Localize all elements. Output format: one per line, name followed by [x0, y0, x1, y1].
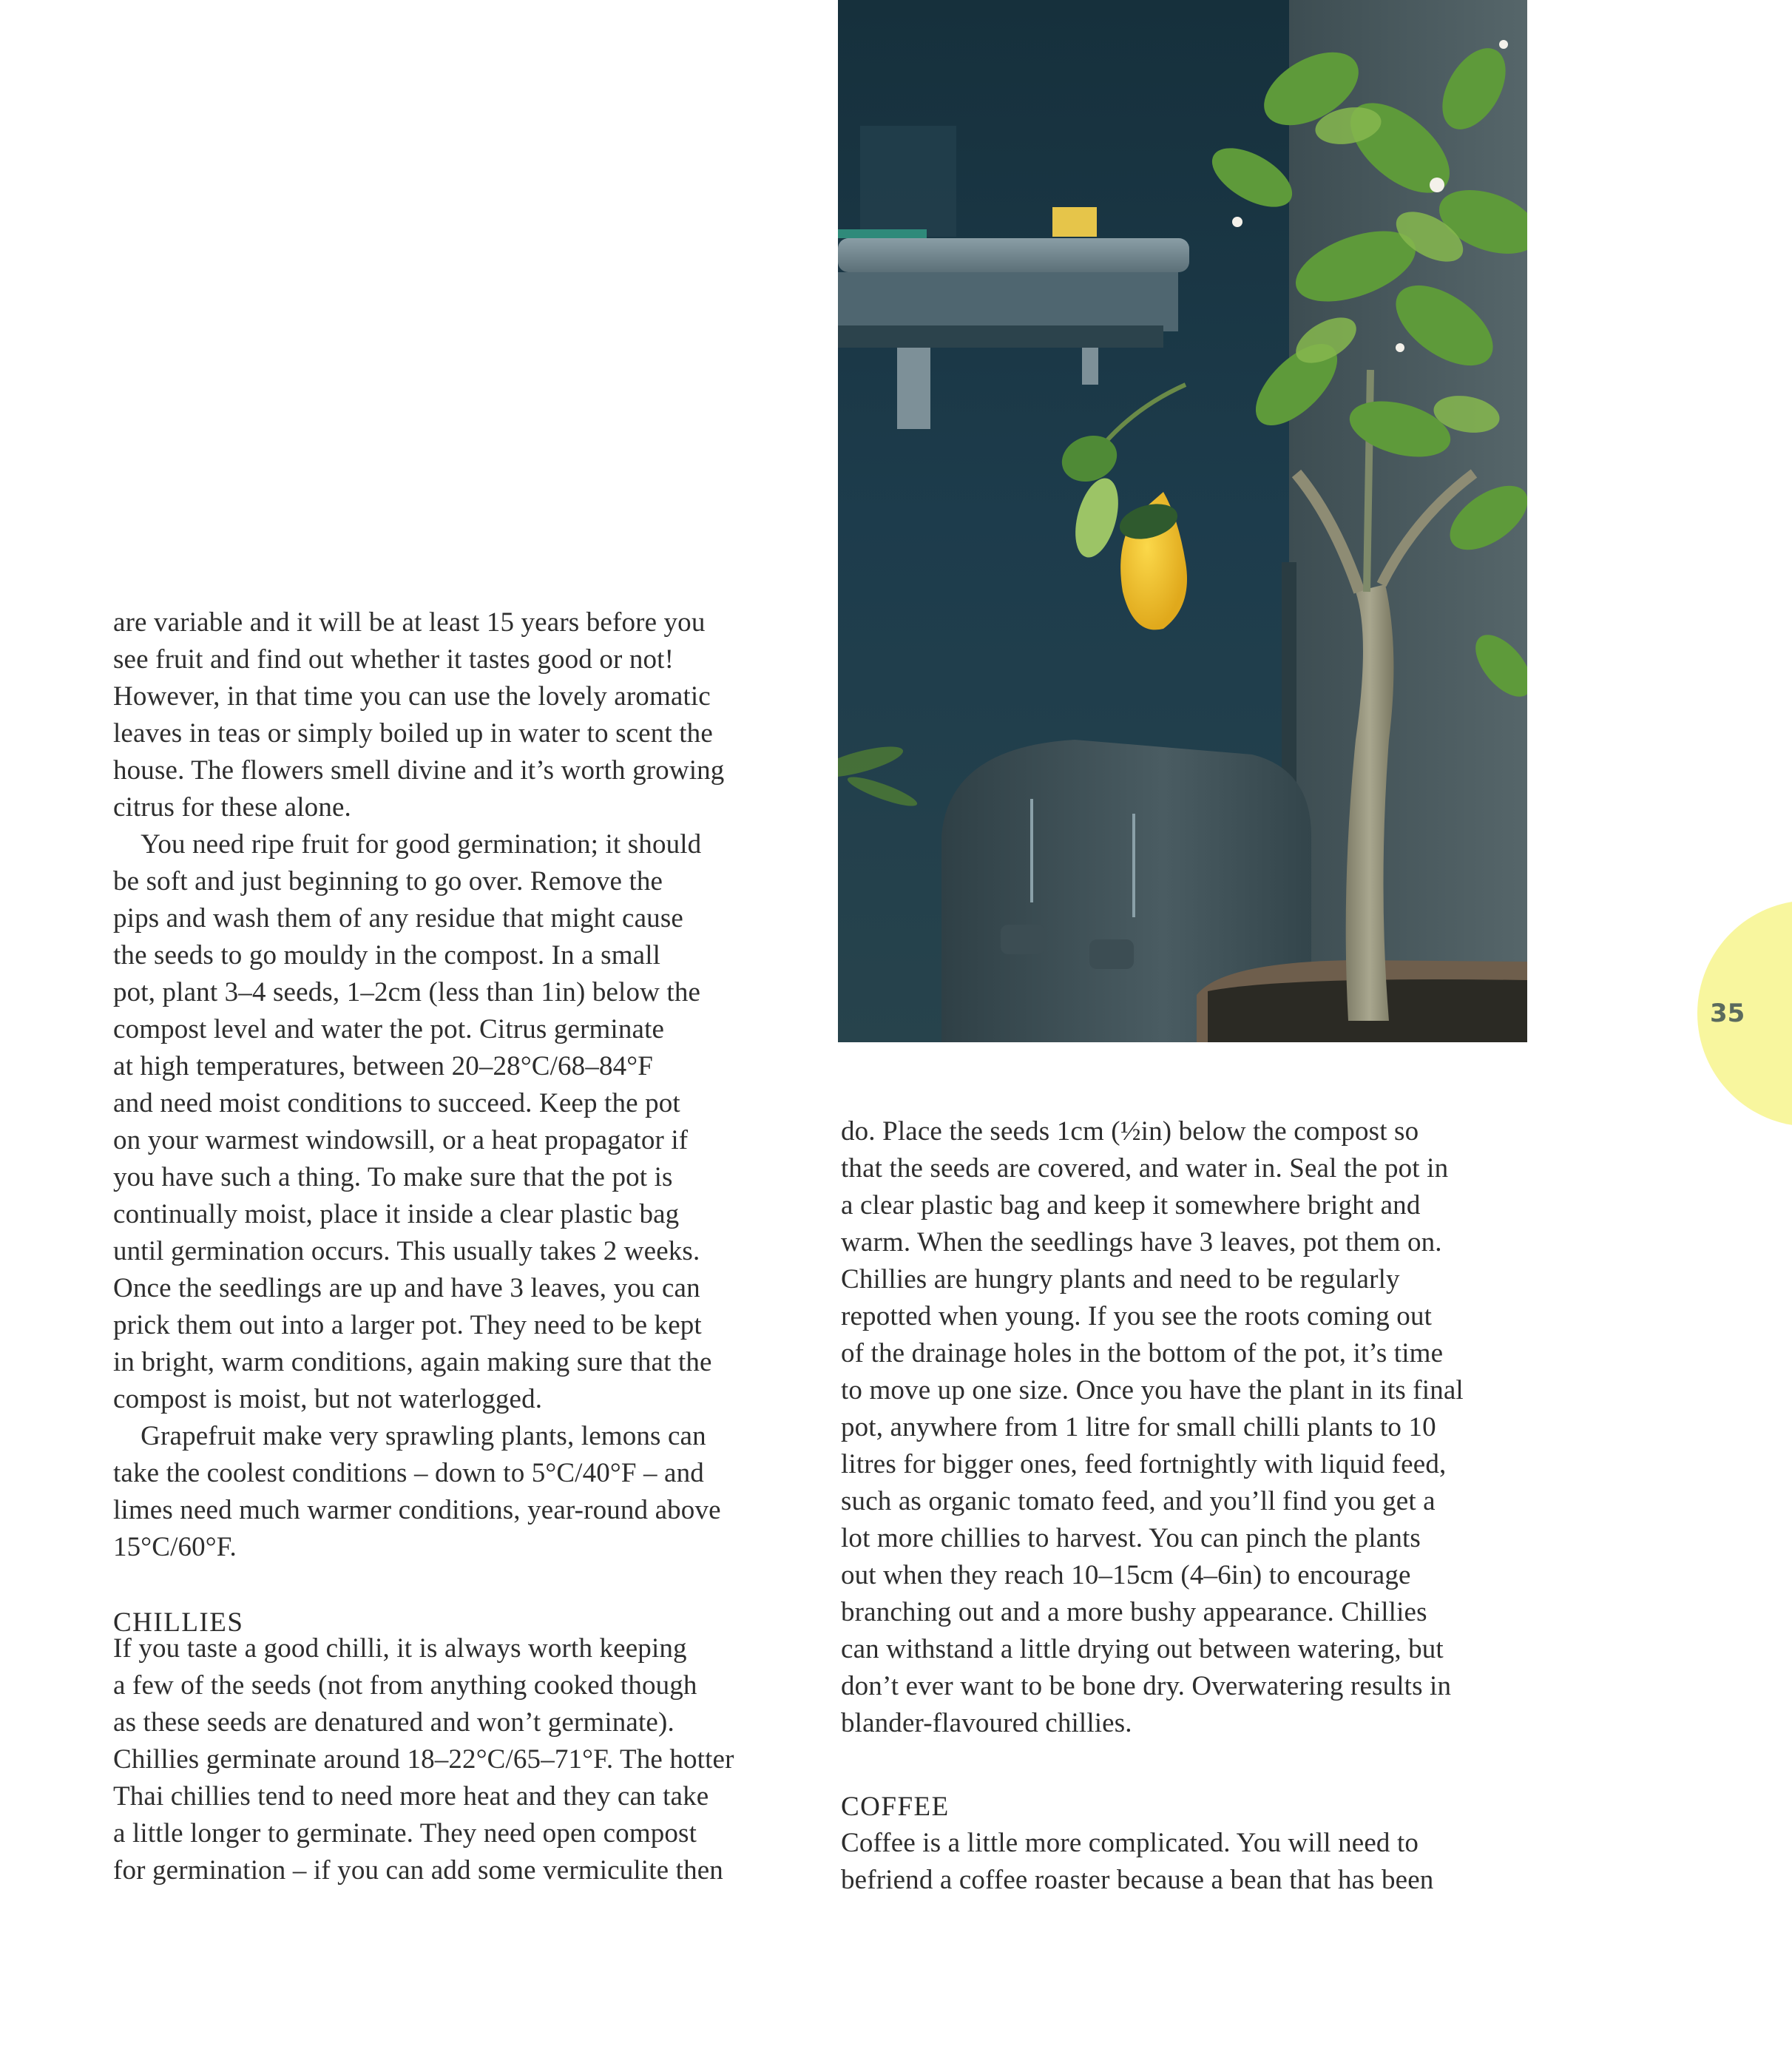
text-line: befriend a coffee roaster because a bean that has been — [841, 1865, 1434, 1895]
text-line: However, in that time you can use the lovely aromatic — [113, 681, 711, 712]
chillies-text — [113, 1630, 797, 1889]
text-line: a little longer to germinate. They need open compost — [113, 1818, 697, 1849]
coffee-text — [841, 1825, 1529, 1899]
text-line: a few of the seeds (not from anything cooked though — [113, 1670, 697, 1701]
text-line: prick them out into a larger pot. They need to be kept — [113, 1310, 702, 1340]
text-line: the seeds to go mouldy in the compost. In a small — [113, 940, 661, 971]
text-line: limes need much warmer conditions, year-round above — [113, 1495, 721, 1525]
text-line: Once the seedlings are up and have 3 leaves, you can — [113, 1273, 700, 1303]
text-line: take the coolest conditions – down to 5°C/40°F – and — [113, 1458, 704, 1488]
text-line: 15°C/60°F. — [113, 1532, 237, 1562]
text-line: can withstand a little drying out between watering, but — [841, 1634, 1444, 1664]
text-line: a clear plastic bag and keep it somewhere bright and — [841, 1190, 1421, 1221]
text-line: for germination – if you can add some vermiculite then — [113, 1855, 723, 1886]
text-line: compost level and water the pot. Citrus germinate — [113, 1014, 665, 1044]
text-line: house. The flowers smell divine and it’s worth growing — [113, 755, 725, 786]
text-line: If you taste a good chilli, it is always worth keeping — [113, 1633, 687, 1664]
text-line: and need moist conditions to succeed. Keep the pot — [113, 1088, 680, 1118]
lemon-tree-photo — [838, 0, 1527, 1042]
text-line: repotted when young. If you see the roots coming out — [841, 1301, 1433, 1331]
text-line: do. Place the seeds 1cm (½in) below the compost so — [841, 1116, 1419, 1147]
text-line: pot, plant 3–4 seeds, 1–2cm (less than 1in) below the — [113, 977, 701, 1007]
text-line: that the seeds are covered, and water in. Seal the pot in — [841, 1153, 1449, 1184]
text-line: of the drainage holes in the bottom of the pot, it’s time — [841, 1338, 1444, 1368]
text-line: don’t ever want to be bone dry. Overwatering results in — [841, 1671, 1452, 1701]
text-line: in bright, warm conditions, again making sure that the — [113, 1347, 712, 1377]
chillies-continued-text — [841, 1113, 1529, 1742]
text-line: lot more chillies to harvest. You can pinch the plants — [841, 1523, 1421, 1553]
text-line: you have such a thing. To make sure that the pot is — [113, 1162, 673, 1192]
text-line: warm. When the seedlings have 3 leaves, pot them on. — [841, 1227, 1442, 1258]
text-line: compost is moist, but not waterlogged. — [113, 1384, 543, 1414]
text-line: leaves in teas or simply boiled up in water to scent the — [113, 718, 713, 749]
chillies-heading: CHILLIES — [113, 1607, 244, 1638]
text-line: blander-flavoured chillies. — [841, 1708, 1132, 1738]
text-line: are variable and it will be at least 15 years before you — [113, 607, 706, 638]
text-line: be soft and just beginning to go over. Remove the — [113, 866, 663, 897]
text-line: see fruit and find out whether it tastes good or not! — [113, 644, 674, 675]
coffee-heading: COFFEE — [841, 1792, 950, 1822]
page-number: 35 — [1710, 999, 1745, 1028]
text-line: on your warmest windowsill, or a heat propagator if — [113, 1125, 689, 1155]
text-line: Grapefruit make very sprawling plants, lemons can — [113, 1421, 706, 1451]
text-line: pot, anywhere from 1 litre for small chilli plants to 10 — [841, 1412, 1436, 1442]
text-line: to move up one size. Once you have the plant in its final — [841, 1375, 1464, 1405]
text-line: branching out and a more bushy appearance. Chillies — [841, 1597, 1427, 1627]
text-line: at high temperatures, between 20–28°C/68–84°F — [113, 1051, 653, 1081]
text-line: Thai chillies tend to need more heat and they can take — [113, 1781, 709, 1812]
text-line: as these seeds are denatured and won’t germinate). — [113, 1707, 674, 1738]
text-line: citrus for these alone. — [113, 792, 351, 823]
text-line: litres for bigger ones, feed fortnightly with liquid feed, — [841, 1449, 1447, 1479]
text-line: such as organic tomato feed, and you’ll find you get a — [841, 1486, 1436, 1516]
text-line: continually moist, place it inside a clear plastic bag — [113, 1199, 680, 1229]
citrus-continued-text — [113, 604, 797, 1566]
text-line: out when they reach 10–15cm (4–6in) to encourage — [841, 1560, 1411, 1590]
text-line: Chillies germinate around 18–22°C/65–71°F. The hotter — [113, 1744, 734, 1775]
text-line: You need ripe fruit for good germination; it should — [113, 829, 702, 860]
text-line: until germination occurs. This usually takes 2 weeks. — [113, 1236, 700, 1266]
text-line: pips and wash them of any residue that might cause — [113, 903, 683, 934]
text-line: Coffee is a little more complicated. You will need to — [841, 1828, 1419, 1858]
text-line: Chillies are hungry plants and need to be regularly — [841, 1264, 1400, 1294]
